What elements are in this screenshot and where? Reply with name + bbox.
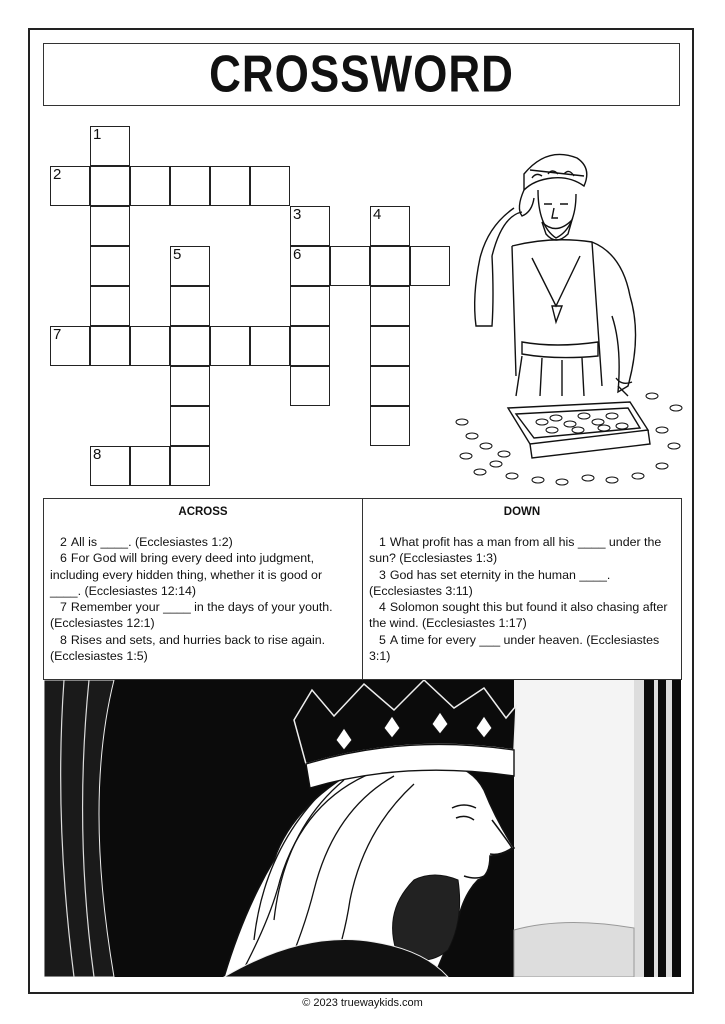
man-with-coins-illustration xyxy=(452,146,684,492)
crossword-cell[interactable] xyxy=(170,246,210,286)
down-clue: 4 Solomon sought this but found it also chasing after the wind. (Ecclesiastes 1:17) xyxy=(369,600,668,631)
crossword-cell[interactable] xyxy=(290,326,330,366)
across-clue: 7 Remember your ____ in the days of your youth. (Ecclesiastes 12:1) xyxy=(50,600,333,631)
crossword-cell[interactable] xyxy=(90,286,130,326)
crossword-cell[interactable] xyxy=(50,166,90,206)
crossword-cell[interactable] xyxy=(170,366,210,406)
page-title: CROSSWORD xyxy=(209,45,514,103)
crossword-cell[interactable] xyxy=(130,166,170,206)
crossword-cell[interactable] xyxy=(250,166,290,206)
crossword-cell[interactable] xyxy=(90,206,130,246)
down-column xyxy=(363,499,681,679)
crossword-cell[interactable] xyxy=(170,406,210,446)
crossword-cell[interactable] xyxy=(250,326,290,366)
crossword-cell[interactable] xyxy=(370,406,410,446)
down-clue: 5 A time for every ___ under heaven. (Ecclesiastes 3:1) xyxy=(369,632,660,664)
clue-number: 3 xyxy=(293,206,302,223)
crossword-cell[interactable] xyxy=(370,366,410,406)
crossword-cell[interactable] xyxy=(130,446,170,486)
crossword-cell[interactable] xyxy=(170,446,210,486)
crossword-cell[interactable] xyxy=(90,446,130,486)
clue-number: 4 xyxy=(373,206,382,223)
clue-number: 1 xyxy=(93,126,102,143)
across-clue: 2 All is ____. (Ecclesiastes 1:2) xyxy=(60,535,233,549)
crossword-cell[interactable] xyxy=(330,246,370,286)
crossword-cell[interactable] xyxy=(90,246,130,286)
crossword-cell[interactable] xyxy=(50,326,90,366)
crossword-cell[interactable] xyxy=(210,326,250,366)
down-heading: DOWN xyxy=(503,506,541,518)
crossword-cell[interactable] xyxy=(90,126,130,166)
crossword-cell[interactable] xyxy=(410,246,450,286)
crossword-cell[interactable] xyxy=(170,326,210,366)
crossword-cell[interactable] xyxy=(370,326,410,366)
clue-number: 2 xyxy=(53,166,62,183)
clue-number: 8 xyxy=(93,446,102,463)
down-clue: 1 What profit has a man from all his ____ under the sun? (Ecclesiastes 1:3) xyxy=(369,535,662,566)
across-column xyxy=(44,499,363,679)
crossword-cell[interactable] xyxy=(290,206,330,246)
crossword-cell[interactable] xyxy=(370,206,410,246)
clue-number: 5 xyxy=(173,246,182,263)
crossword-cell[interactable] xyxy=(370,246,410,286)
crossword-cell[interactable] xyxy=(290,246,330,286)
crossword-cell[interactable] xyxy=(170,166,210,206)
crossword-cell[interactable] xyxy=(370,286,410,326)
crossword-cell[interactable] xyxy=(210,166,250,206)
crossword-cell[interactable] xyxy=(90,166,130,206)
clue-number: 7 xyxy=(53,326,62,343)
across-heading: ACROSS xyxy=(178,506,228,518)
down-clue: 3 God has set eternity in the human ____. (Ecclesiastes 3:11) xyxy=(369,567,611,598)
copyright-footer: © 2023 truewaykids.com xyxy=(302,997,423,1009)
crossword-cell[interactable] xyxy=(90,326,130,366)
crossword-cell[interactable] xyxy=(170,286,210,326)
clue-number: 6 xyxy=(293,246,302,263)
title-box xyxy=(43,43,680,106)
across-clue: 6 For God will bring every deed into judgment, including every hidden thing, whether it is good or ____. (Ecclesiastes 12:14) xyxy=(50,551,323,598)
crossword-cell[interactable] xyxy=(290,366,330,406)
clues-box xyxy=(43,498,682,680)
across-clue: 8 Rises and sets, and hurries back to rise again. (Ecclesiastes 1:5) xyxy=(50,632,326,664)
crossword-cell[interactable] xyxy=(290,286,330,326)
crossword-cell[interactable] xyxy=(130,326,170,366)
king-with-crown-illustration xyxy=(44,680,681,977)
